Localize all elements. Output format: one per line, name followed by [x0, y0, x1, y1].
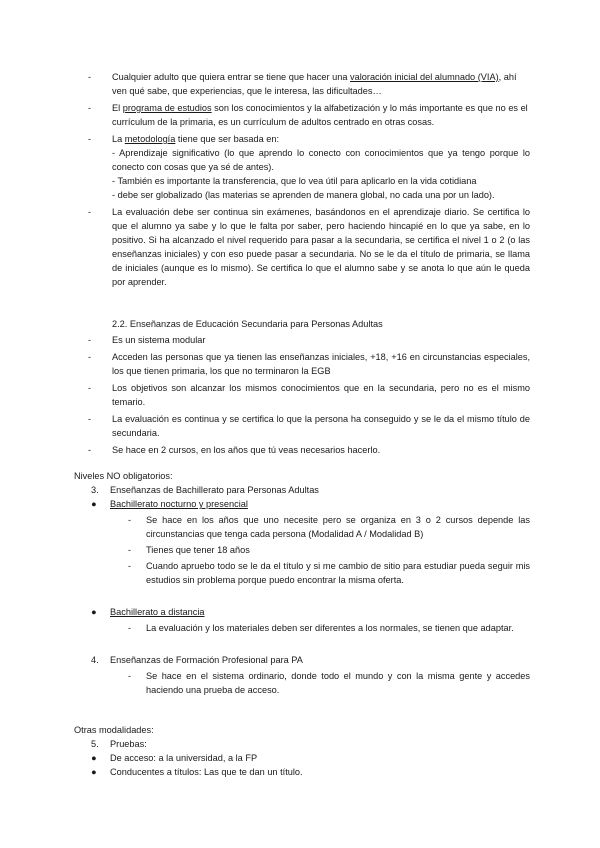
sub-list-item	[74, 559, 530, 587]
bullet-item-text: De acceso: a la universidad, a la FP	[110, 753, 258, 763]
section-heading: 2.2. Enseñanzas de Educación Secundaria para Personas Adultas	[112, 319, 383, 329]
list-marker: -	[88, 134, 92, 144]
list-marker: -	[88, 103, 92, 113]
bullet-marker: ●	[91, 753, 97, 763]
list-item-text: La evaluación debe ser continua sin exámenes, basándonos en el aprendizaje diario. Se certifica lo que el alumno ya sabe y lo que le falta por saber, pero haciendo hincapié en lo que ya sabe, en lo positivo. Si ha alcanzado el nivel requerido para pasar a la secundaria, se certifica el nivel 1 o 2 (o las enseñanzas iniciales) y con eso puede pasar a secundaria. No se le da el título de primaria, se llama de iniciales (aunque es lo mismo). Se certifica lo que el alumno sabe y se anota lo que aún le queda por aprender.	[112, 207, 530, 287]
sub-list-item-text: Se hace en los años que uno necesite pero se organiza en 3 o 2 cursos depende las circunstancias que tenga cada persona (Modalidad A / Modalidad B)	[146, 515, 530, 539]
list-marker: -	[88, 414, 92, 424]
list-item-text: Los objetivos son alcanzar los mismos conocimientos que en la secundaria, pero no es el mismo temario.	[112, 383, 530, 407]
list-marker: -	[88, 383, 92, 393]
list-item-text: La evaluación es continua y se certifica lo que la persona ha conseguido y se le da el mismo título de secundaria.	[112, 414, 530, 438]
underlined-term: valoración inicial del alumnado (VIA)	[350, 72, 499, 82]
bullet-marker: ●	[91, 767, 97, 777]
sub-list-item	[74, 513, 530, 541]
list-item-metodologia	[74, 132, 530, 202]
numbered-item-text: Pruebas:	[110, 739, 147, 749]
list-marker: -	[88, 72, 92, 82]
list-item-evaluacion	[74, 205, 530, 289]
list-item-text: Se hace en 2 cursos, en los años que tú veas necesarios hacerlo.	[112, 445, 381, 455]
numbered-item	[74, 483, 530, 497]
numbered-item-text: Enseñanzas de Formación Profesional para PA	[110, 655, 303, 665]
bullet-item-text: Conducentes a títulos: Las que te dan un título.	[110, 767, 303, 777]
list-item-via	[74, 70, 530, 98]
bullet-marker: ●	[91, 607, 97, 617]
sub-list-item	[74, 621, 530, 635]
list-marker: -	[128, 545, 132, 555]
numbered-item-text: Enseñanzas de Bachillerato para Personas Adultas	[110, 485, 319, 495]
list-marker: -	[128, 561, 132, 571]
bullet-item-text: Bachillerato a distancia	[110, 607, 205, 617]
list-item-text: El	[112, 103, 123, 113]
list-marker: -	[128, 623, 132, 633]
sub-list-item-text: Cuando apruebo todo se le da el título y si me cambio de sitio para estudiar pueda seguir mis estudios sin problema porque puedo encontrar la misma oferta.	[146, 561, 530, 585]
bullet-item	[74, 751, 530, 765]
list-marker: -	[88, 335, 92, 345]
bullet-item	[74, 605, 530, 619]
list-item-text: Acceden las personas que ya tienen las enseñanzas iniciales, +18, +16 en circunstancias especiales, los que tienen primaria, los que no terminaron la EGB	[112, 352, 530, 376]
bullet-item	[74, 497, 530, 511]
list-marker: 4.	[91, 655, 99, 665]
sub-list-item-text: Tienes que tener 18 años	[146, 545, 250, 555]
list-item	[74, 333, 530, 347]
sub-list-item	[74, 669, 530, 697]
numbered-item	[74, 737, 530, 751]
list-marker: -	[128, 515, 132, 525]
list-item-programa	[74, 101, 530, 129]
list-marker: -	[88, 207, 92, 217]
sub-list-item	[74, 543, 530, 557]
list-item	[74, 350, 530, 378]
list-item	[74, 412, 530, 440]
bullet-item-text: Bachillerato nocturno y presencial	[110, 499, 248, 509]
list-marker: 5.	[91, 739, 99, 749]
secundaria-list	[74, 333, 530, 457]
sub-point: - Aprendizaje significativo (lo que aprendo lo conecto con conocimientos que ya tengo porque lo conecto con cosas que ya sé de antes).	[112, 148, 530, 172]
section-heading: Otras modalidades:	[74, 725, 154, 735]
list-item-text: son los conocimientos y la alfabetización y lo más importante es que no es el currículum de la primaria, es un currículum de adultos centrado en otras cosas.	[112, 103, 528, 127]
list-marker: -	[88, 445, 92, 455]
list-item-text: La	[112, 134, 125, 144]
list-item	[74, 443, 530, 457]
list-marker: -	[88, 352, 92, 362]
list-item-text: tiene que ser basada en:	[175, 134, 280, 144]
numbered-item	[74, 653, 530, 667]
sub-point: - debe ser globalizado (las materias se aprenden de manera global, no cada una por un lado).	[112, 190, 495, 200]
underlined-term: metodología	[124, 134, 176, 144]
sub-list-item-text: Se hace en el sistema ordinario, donde todo el mundo y con la misma gente y accedes haciendo una prueba de acceso.	[146, 671, 530, 695]
list-item-text: Es un sistema modular	[112, 335, 206, 345]
bullet-marker: ●	[91, 499, 97, 509]
list-item-text: , ahí ven qué sabe, que experiencias, que le interesa, las dificultades…	[112, 72, 517, 96]
intro-list	[74, 70, 530, 289]
bullet-item	[74, 765, 530, 779]
list-marker: -	[128, 671, 132, 681]
list-marker: 3.	[91, 485, 99, 495]
list-item	[74, 381, 530, 409]
underlined-term: programa de estudios	[122, 103, 212, 113]
section-heading: Niveles NO obligatorios:	[74, 471, 173, 481]
sub-list-item-text: La evaluación y los materiales deben ser diferentes a los normales, se tienen que adaptar.	[146, 623, 514, 633]
sub-point: - También es importante la transferencia, que lo vea útil para aplicarlo en la vida cotidiana	[112, 176, 477, 186]
list-item-text: Cualquier adulto que quiera entrar se tiene que hacer una	[112, 72, 351, 82]
